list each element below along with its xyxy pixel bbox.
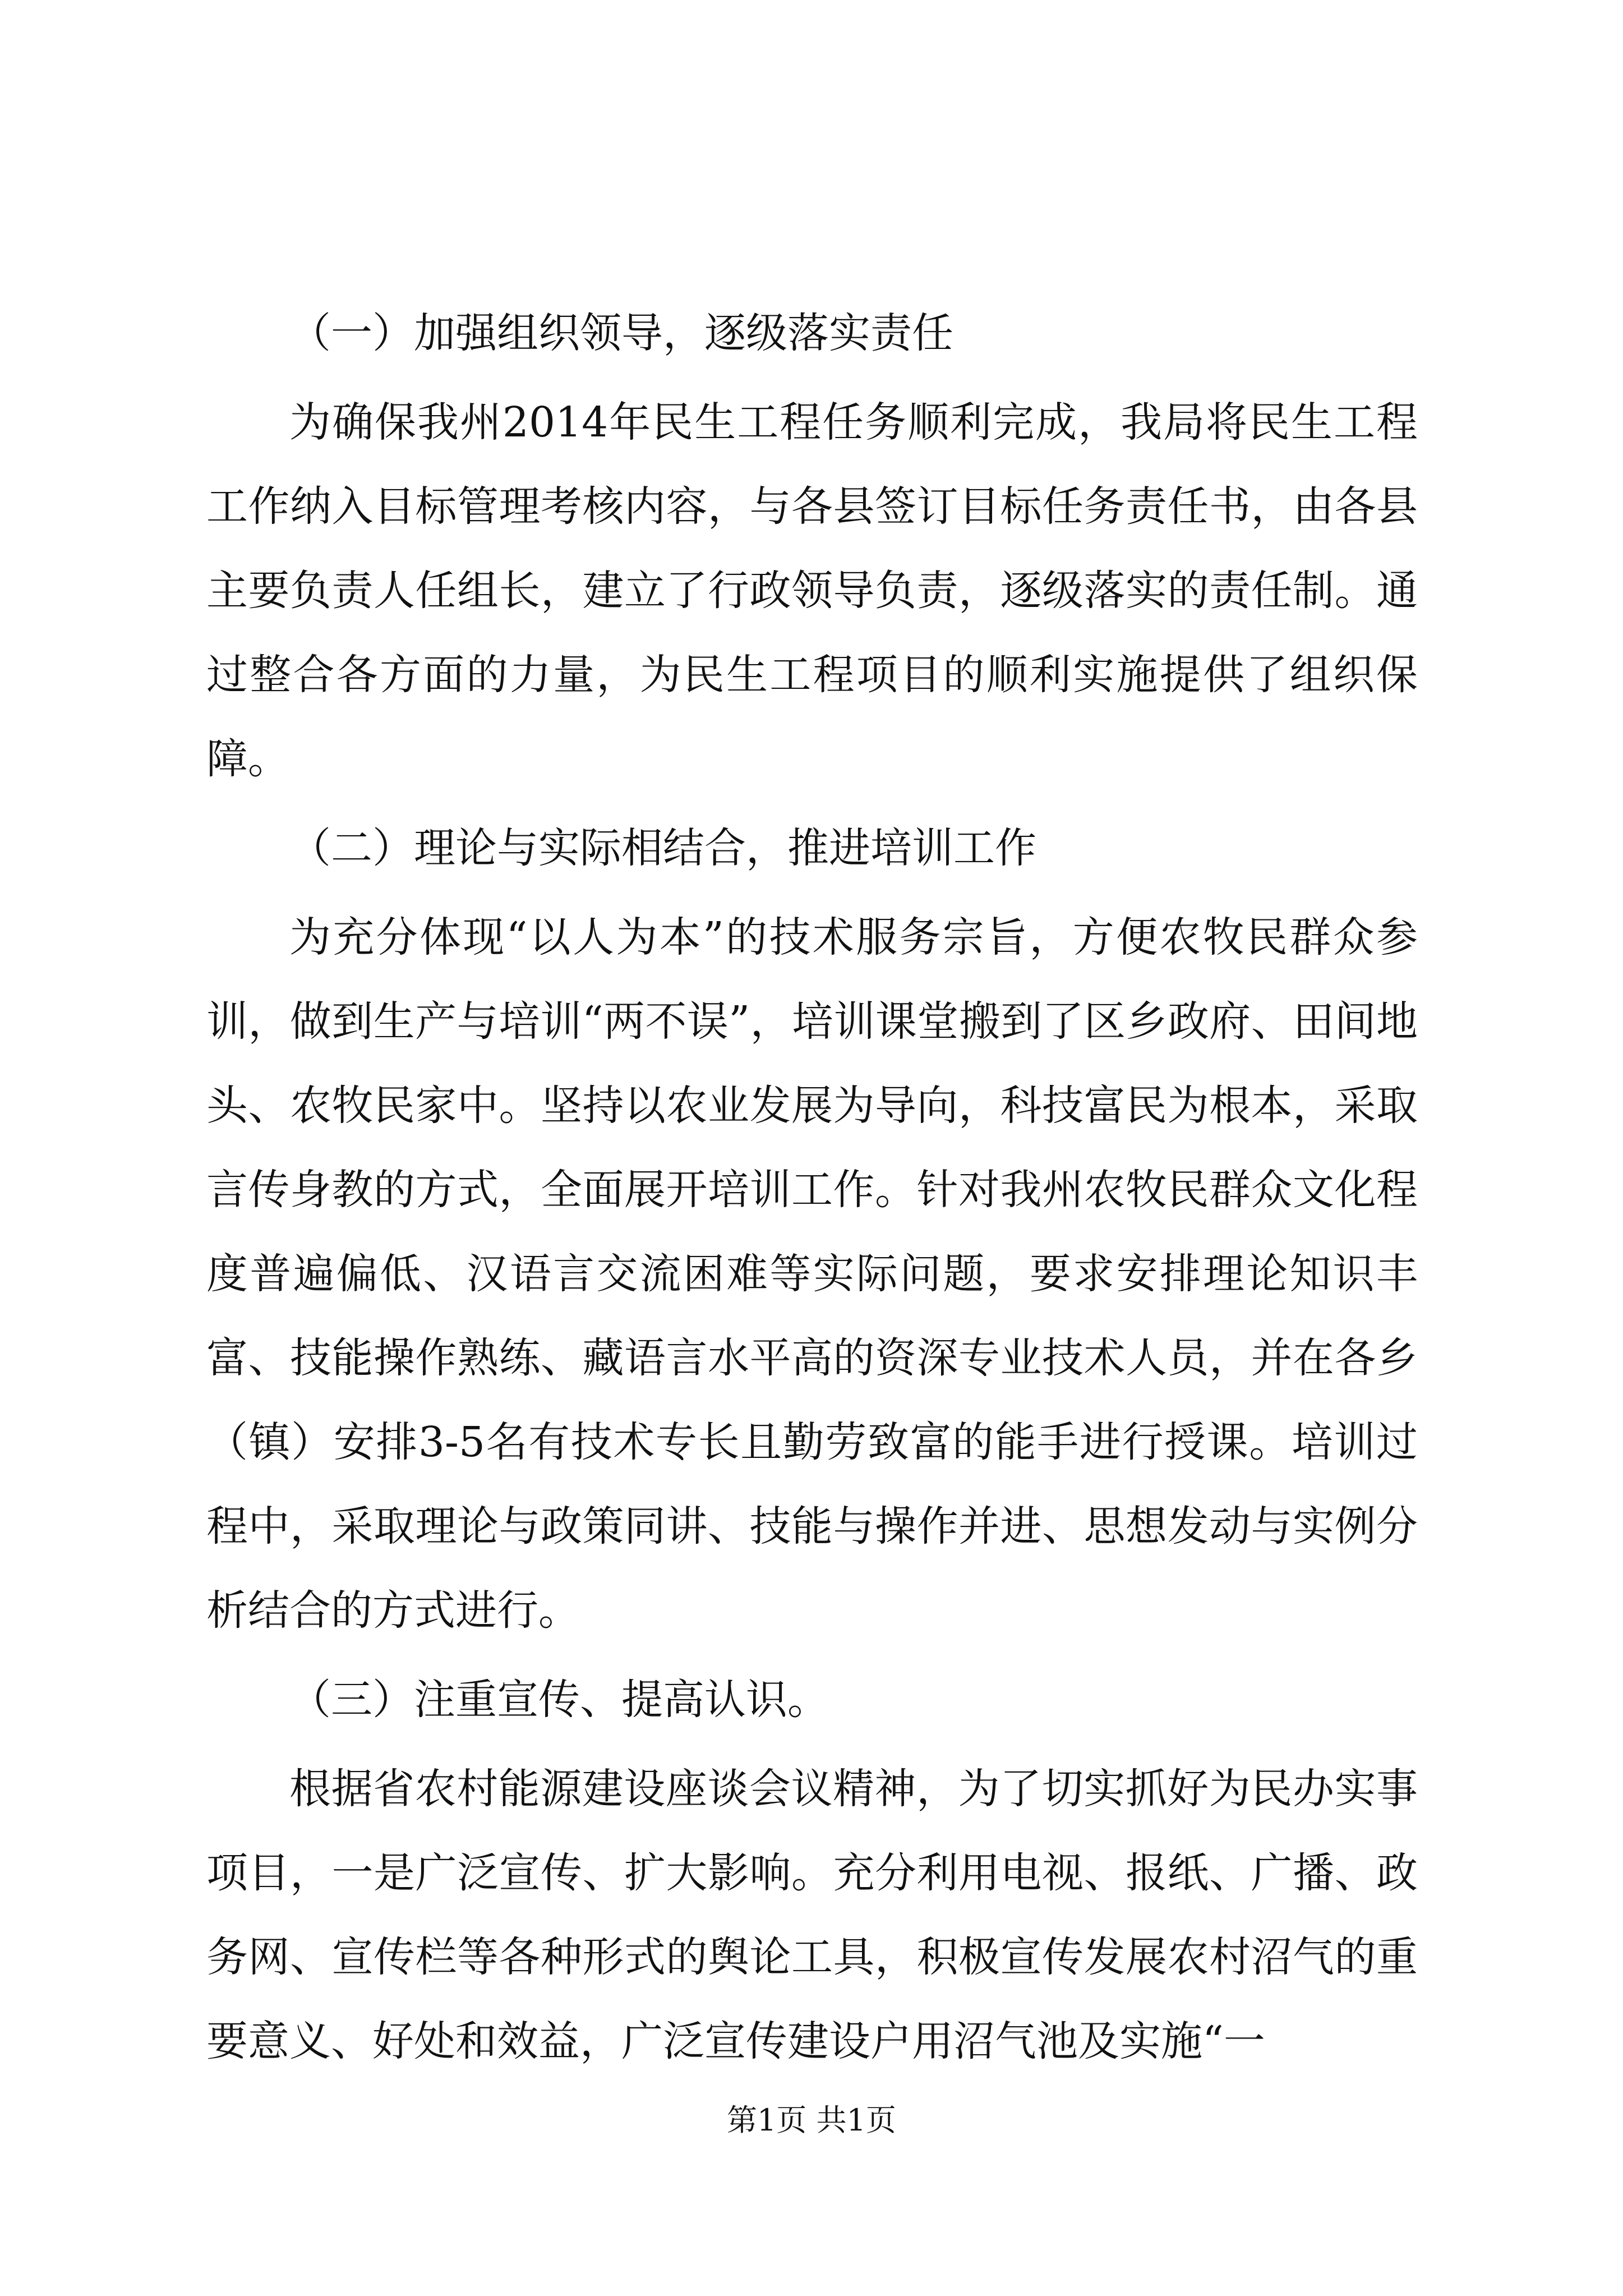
section-2-paragraph: 为充分体现“以人为本”的技术服务宗旨，方便农牧民群众参训，做到生产与培训“两不误”，培训课堂搬到了区乡政府、田间地头、农牧民家中。坚持以农业发展为导向，科技富民为根本，采取言传身教的方式，全面展开培训工作。针对我州农牧民群众文化程度普遍偏低、汉语言交流困难等实际问题，要求安排理论知识丰富、技能操作熟练、藏语言水平高的资深专业技术人员，并在各乡（镇）安排3-5名有技术专长且勤劳致富的能手进行授课。培训过程中，采取理论与政策同讲、技能与操作并进、思想发动与实例分析结合的方式进行。	[206, 913, 1418, 1635]
section-3-heading: （三）注重宣传、提高认识。	[289, 1676, 829, 1724]
section-2-heading: （二）理论与实际相结合，推进培训工作	[289, 824, 1036, 872]
section-3-paragraph: 根据省农村能源建设座谈会议精神，为了切实抓好为民办实事项目，一是广泛宣传、扩大影响。充分利用电视、报纸、广播、政务网、宣传栏等各种形式的舆论工具，积极宣传发展农村沼气的重要意义、好处和效益，广泛宣传建设户用沼气池及实施“一	[206, 1765, 1418, 2065]
page-number-footer: 第1页 共1页	[727, 2102, 896, 2138]
document-body	[206, 292, 1418, 2089]
section-1-paragraph: 为确保我州2014年民生工程任务顺利完成，我局将民生工程工作纳入目标管理考核内容，与各县签订目标任务责任书，由各县主要负责人任组长，建立了行政领导负责，逐级落实的责任制。通过整合各方面的力量，为民生工程项目的顺利实施提供了组织保障。	[206, 398, 1418, 783]
section-1-heading: （一）加强组织领导，逐级落实责任	[289, 309, 953, 357]
